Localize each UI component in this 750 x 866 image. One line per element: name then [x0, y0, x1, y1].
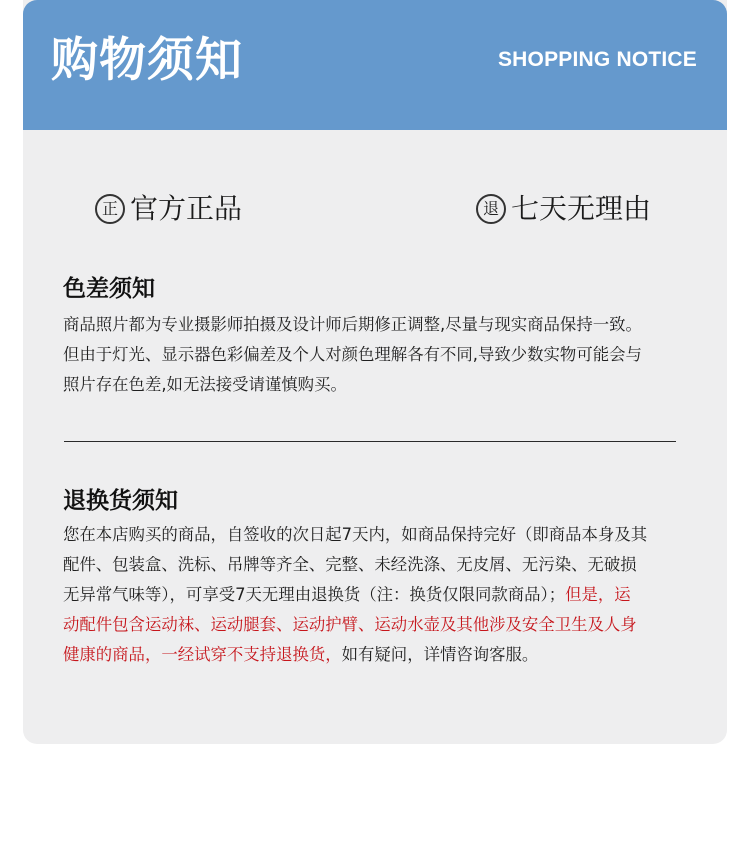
- zheng-circle-icon: 正: [95, 194, 125, 224]
- return-section-title: 退换货须知: [63, 488, 178, 514]
- return-line-4-warning: 动配件包含运动袜、运动腿套、运动护臂、运动水壶及其他涉及安全卫生及人身: [63, 615, 637, 634]
- return-line-3-warning: 但是，运: [565, 585, 631, 604]
- badge-seven-day-label: 七天无理由: [511, 192, 652, 225]
- color-section-text: [63, 310, 693, 400]
- return-line-5-normal: 如有疑问，详情咨询客服。: [341, 645, 539, 664]
- return-line-3: [63, 580, 693, 610]
- return-line-5: [63, 640, 693, 670]
- notice-header: [23, 0, 727, 130]
- return-line-1: 您在本店购买的商品，自签收的次日起7天内，如商品保持完好（即商品本身及其: [63, 525, 648, 544]
- badge-authentic-label: 官方正品: [130, 192, 243, 225]
- return-line-3-normal: 无异常气味等），可享受7天无理由退换货（注：换货仅限同款商品）；: [63, 585, 566, 604]
- tui-circle-icon: 退: [476, 194, 506, 224]
- shopping-notice-card: [23, 0, 727, 744]
- color-line-3: 照片存在色差,如无法接受请谨慎购买。: [63, 375, 347, 394]
- return-line-2: 配件、包装盒、洗标、吊牌等齐全、完整、未经洗涤、无皮屑、无污染、无破损: [63, 555, 637, 574]
- color-section-title: 色差须知: [63, 276, 155, 302]
- section-divider: [64, 441, 676, 442]
- badge-authentic: [95, 188, 242, 230]
- return-section-text: [63, 520, 693, 670]
- badge-seven-day-return: [476, 188, 651, 230]
- return-line-5-warning: 健康的商品，一经试穿不支持退换货，: [63, 645, 342, 664]
- header-title: 购物须知: [51, 33, 243, 88]
- color-line-1: 商品照片都为专业摄影师拍摄及设计师后期修正调整,尽量与现实商品保持一致。: [63, 315, 642, 334]
- header-subtitle: SHOPPING NOTICE: [497, 48, 697, 71]
- color-line-2: 但由于灯光、显示器色彩偏差及个人对颜色理解各有不同,导致少数实物可能会与: [63, 345, 642, 364]
